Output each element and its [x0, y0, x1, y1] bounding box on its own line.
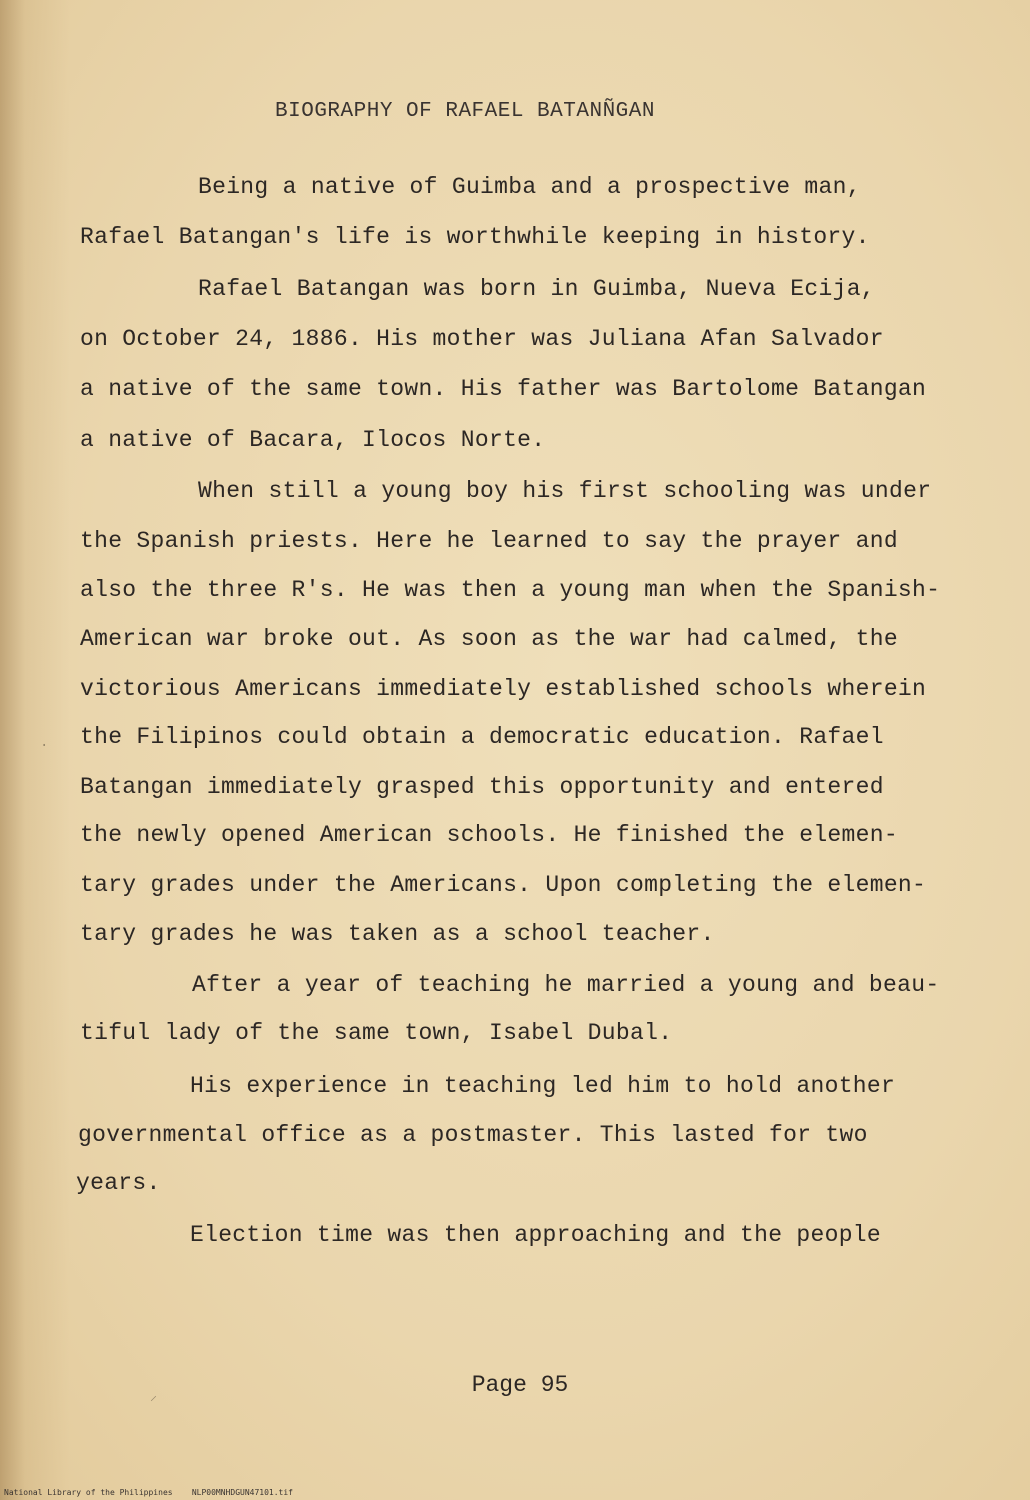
ink-speck: ⸝ [150, 1389, 157, 1405]
text-line: Election time was then approaching and the people [190, 1222, 882, 1248]
text-line: His experience in teaching led him to hold another [190, 1073, 896, 1099]
scan-footer: National Library of the Philippines NLP00MNHDGUN47101.tif [4, 1488, 293, 1497]
text-line: Rafael Batangan was born in Guimba, Nueva Ecija, [198, 276, 875, 302]
text-line: years. [76, 1170, 161, 1196]
text-line: When still a young boy his first schooling was under [198, 478, 932, 504]
text-line: the Spanish priests. Here he learned to say the prayer and [80, 528, 898, 554]
text-line: victorious Americans immediately established schools wherein [80, 676, 927, 702]
text-line: the Filipinos could obtain a democratic education. Rafael [80, 724, 884, 750]
document-title: BIOGRAPHY OF RAFAEL BATANÑGAN [275, 100, 655, 123]
page-number: Page 95 [471, 1372, 569, 1398]
text-line: Being a native of Guimba and a prospective man, [198, 174, 861, 200]
text-line: tary grades he was taken as a school teacher. [80, 921, 715, 947]
ink-speck: · [40, 738, 49, 754]
text-line: Batangan immediately grasped this opportunity and entered [80, 774, 884, 800]
text-line: American war broke out. As soon as the war had calmed, the [80, 626, 898, 652]
text-line: tary grades under the Americans. Upon completing the elemen- [80, 872, 927, 898]
text-line: a native of the same town. His father was Bartolome Batangan [80, 376, 927, 402]
text-line: Rafael Batangan's life is worthwhile keeping in history. [80, 224, 870, 250]
text-line: a native of Bacara, Ilocos Norte. [80, 427, 546, 453]
text-line: the newly opened American schools. He finished the elemen- [80, 822, 898, 848]
text-line: also the three R's. He was then a young man when the Spanish- [80, 577, 941, 603]
text-line: on October 24, 1886. His mother was Juliana Afan Salvador [80, 326, 884, 352]
text-line: governmental office as a postmaster. This lasted for two [78, 1122, 868, 1148]
text-line: tiful lady of the same town, Isabel Dubal. [80, 1020, 673, 1046]
text-line: After a year of teaching he married a young and beau- [192, 972, 940, 998]
